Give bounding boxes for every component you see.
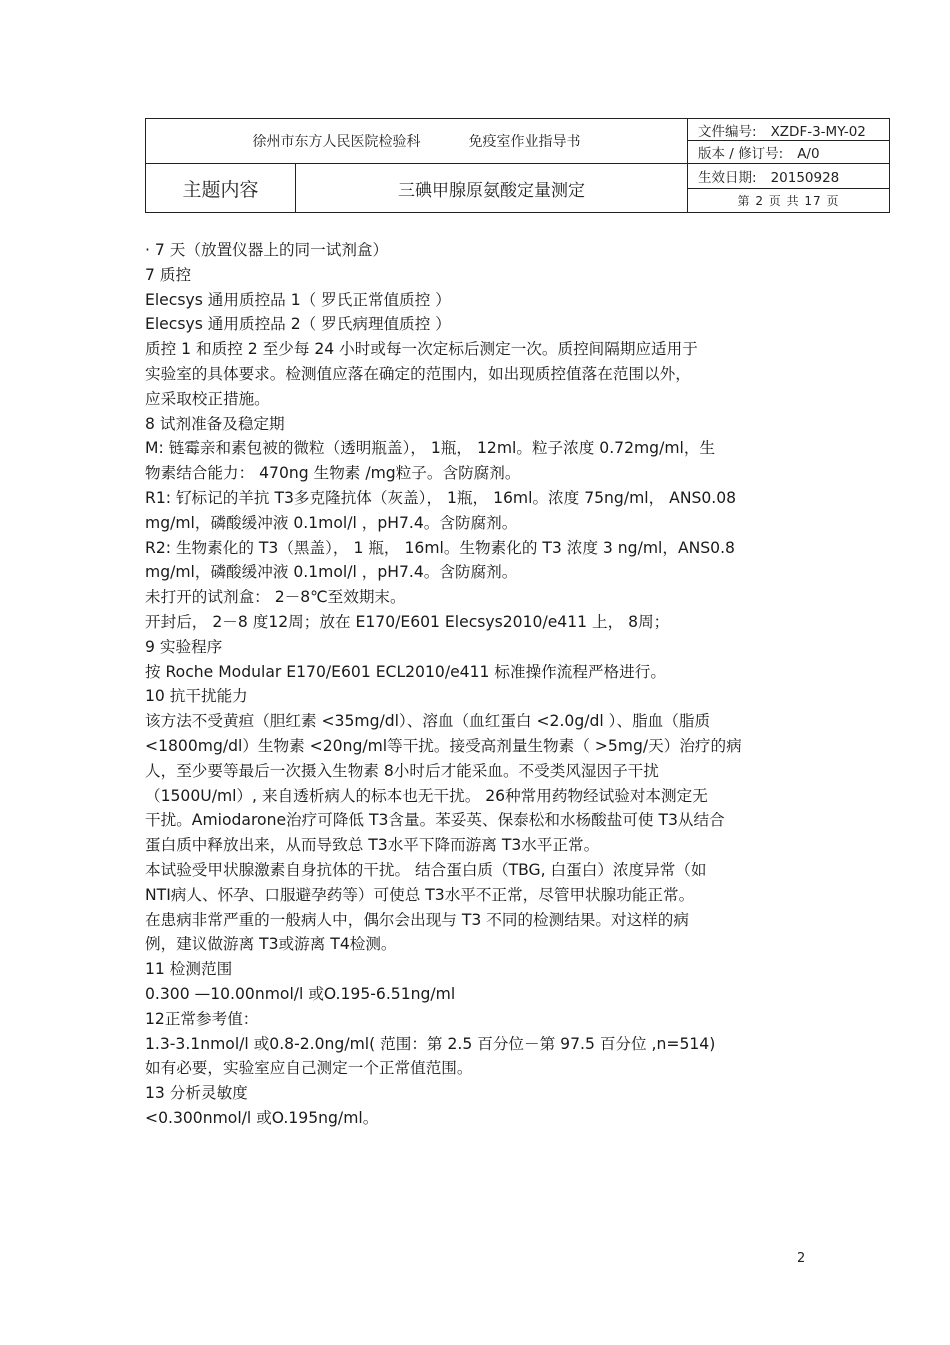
body-line: Elecsys 通用质控品 1（ 罗氏正常值质控 ） — [145, 290, 451, 309]
page-number: 2 — [797, 1251, 806, 1266]
document-title: 三碘甲腺原氨酸定量测定 — [296, 164, 688, 213]
body-line: mg/ml，磷酸缓冲液 0.1mol/l ，pH7.4。含防腐剂。 — [145, 513, 518, 532]
body-line: 12正常参考值： — [145, 1009, 259, 1028]
body-line: 0.300 —10.00nmol/l 或O.195-6.51ng/ml — [145, 984, 456, 1003]
body-line: 物素结合能力： 470ng 生物素 /mg粒子。含防腐剂。 — [145, 464, 521, 483]
body-line: M: 链霉亲和素包被的微粒（透明瓶盖）， 1瓶， 12ml。粒子浓度 0.72mg/ml，生 — [145, 439, 716, 458]
body-line: Elecsys 通用质控品 2（ 罗氏病理值质控 ） — [145, 315, 451, 334]
body-line: 实验室的具体要求。检测值应落在确定的范围内，如出现质控值落在范围以外， — [145, 364, 691, 383]
body-line: NTI病人、怀孕、口服避孕药等）可使总 T3水平不正常，尽管甲状腺功能正常。 — [145, 885, 695, 904]
body-line: 如有必要，实验室应自己测定一个正常值范围。 — [145, 1059, 473, 1078]
body-line: 8 试剂准备及稳定期 — [145, 414, 285, 433]
effective-date-value: 20150928 — [770, 170, 840, 187]
body-line: <1800mg/dl）生物素 <20ng/ml等干扰。接受高剂量生物素（ >5mg/天）治疗的病 — [145, 736, 742, 755]
body-line: 1.3-3.1nmol/l 或0.8-2.0ng/ml( 范围：第 2.5 百分位－第 97.5 百分位 ,n=514) — [145, 1034, 716, 1053]
body-line: 该方法不受黄疸（胆红素 <35mg/dl）、溶血（血红蛋白 <2.0g/dl ）、脂血（脂质 — [145, 712, 711, 731]
page-info: 第 2 页 共 17 页 — [688, 188, 890, 212]
version-cell — [688, 141, 890, 164]
file-number-value: XZDF-3-MY-02 — [770, 123, 866, 140]
body-line: 例，建议做游离 T3或游离 T4检测。 — [145, 935, 397, 954]
document-header-table — [145, 118, 890, 213]
body-line: R1: 钌标记的羊抗 T3多克隆抗体（灰盖）， 1瓶， 16ml。浓度 75ng/ml， ANS0.08 — [145, 488, 737, 507]
subject-label: 主题内容 — [146, 164, 296, 213]
body-line: 13 分析灵敏度 — [145, 1084, 248, 1103]
body-line: 本试验受甲状腺激素自身抗体的干扰。 结合蛋白质（TBG, 白蛋白）浓度异常（如 — [145, 860, 707, 879]
body-line: <0.300nmol/l 或O.195ng/ml。 — [145, 1108, 379, 1127]
version-value: A/0 — [797, 146, 820, 163]
body-line: 干扰。Amiodarone治疗可降低 T3含量。苯妥英、保泰松和水杨酸盐可使 T3从结合 — [145, 811, 725, 830]
organization-name: 徐州市东方人民医院检验科 — [252, 134, 421, 151]
body-line: 按 Roche Modular E170/E601 ECL2010/e411 标准操作流程严格进行。 — [145, 662, 666, 681]
version-label: 版本 / 修订号: — [698, 146, 784, 163]
body-line: （1500U/ml）, 来自透析病人的标本也无干扰。 26种常用药物经试验对本测定无 — [145, 786, 708, 805]
document-body — [145, 238, 810, 1131]
organization-cell — [146, 119, 688, 164]
body-line: R2: 生物素化的 T3（黑盖）， 1 瓶， 16ml。生物素化的 T3 浓度 3 ng/ml，ANS0.8 — [145, 538, 735, 557]
document-type: 免疫室作业指导书 — [468, 134, 581, 151]
file-number-cell — [688, 119, 890, 141]
body-line: 在患病非常严重的一般病人中，偶尔会出现与 T3 不同的检测结果。对这样的病 — [145, 910, 689, 929]
body-line: 7 质控 — [145, 265, 192, 284]
body-line: 应采取校正措施。 — [145, 389, 270, 408]
body-line: mg/ml，磷酸缓冲液 0.1mol/l ，pH7.4。含防腐剂。 — [145, 563, 518, 582]
body-line: 开封后， 2－8 度12周；放在 E170/E601 Elecsys2010/e411 上， 8周； — [145, 612, 670, 631]
body-line: 未打开的试剂盒： 2－8℃至效期末。 — [145, 588, 406, 607]
file-number-label: 文件编号: — [698, 123, 757, 140]
body-line: 9 实验程序 — [145, 637, 223, 656]
body-line: 10 抗干扰能力 — [145, 687, 248, 706]
body-line: 蛋白质中释放出来，从而导致总 T3水平下降而游离 T3水平正常。 — [145, 836, 600, 855]
body-line: 人，至少要等最后一次摄入生物素 8小时后才能采血。不受类风湿因子干扰 — [145, 761, 659, 780]
body-line: 质控 1 和质控 2 至少每 24 小时或每一次定标后测定一次。质控间隔期应适用于 — [145, 340, 698, 359]
effective-date-cell — [688, 164, 890, 188]
effective-date-label: 生效日期: — [698, 170, 757, 187]
body-line: · 7 天（放置仪器上的同一试剂盒） — [145, 241, 389, 259]
body-line: 11 检测范围 — [145, 960, 233, 979]
